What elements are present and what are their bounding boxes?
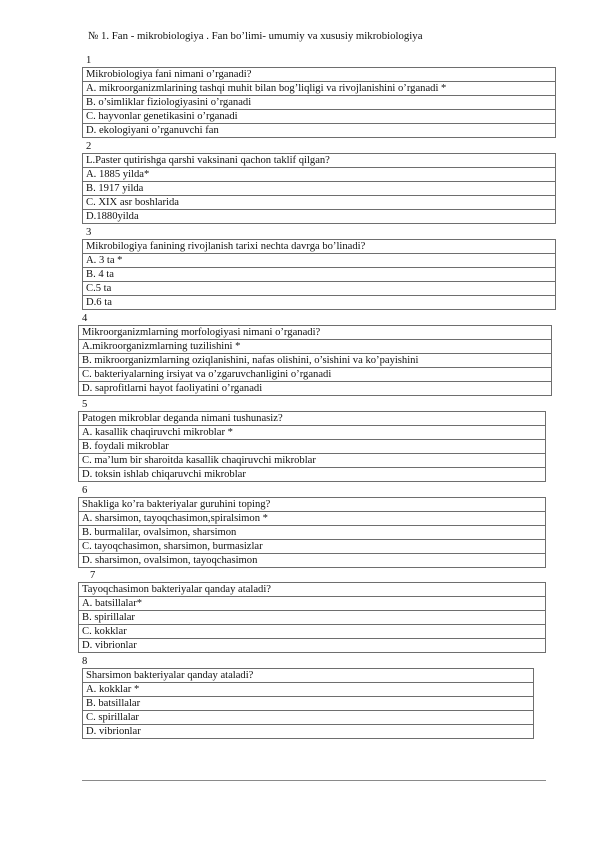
question-table xyxy=(82,67,556,138)
answer-option-b: B. 1917 yilda xyxy=(83,182,556,196)
question-number: 2 xyxy=(86,141,92,152)
answer-option-d: D.6 ta xyxy=(83,296,556,310)
answer-option-b: B. spirillalar xyxy=(79,611,546,625)
answer-option-d: D. vibrionlar xyxy=(83,725,534,739)
answer-option-d: D.1880yilda xyxy=(83,210,556,224)
question-table xyxy=(78,497,546,568)
answer-option-a: A. kokklar * xyxy=(83,683,534,697)
question-table xyxy=(82,239,556,310)
question-block-3 xyxy=(82,227,556,310)
question-text: Mikrobiologiya fani nimani o’rganadi? xyxy=(83,68,556,82)
answer-option-a: A. kasallik chaqiruvchi mikroblar * xyxy=(79,426,546,440)
answer-option-b: B. mikroorganizmlarning oziqlanishini, nafas olishini, o’sishini va ko’payishini xyxy=(79,354,552,368)
answer-option-c: C. kokklar xyxy=(79,625,546,639)
question-block-4 xyxy=(78,313,552,396)
answer-option-b: B. foydali mikroblar xyxy=(79,440,546,454)
question-number: 1 xyxy=(86,55,92,66)
question-text: Mikrobilogiya fanining rivojlanish tarixi nechta davrga bo’linadi? xyxy=(83,240,556,254)
answer-option-c: C. tayoqchasimon, sharsimon, burmasizlar xyxy=(79,540,546,554)
question-table xyxy=(82,153,556,224)
question-text: Tayoqchasimon bakteriyalar qanday ataladi? xyxy=(79,583,546,597)
answer-option-a: A. 3 ta * xyxy=(83,254,556,268)
answer-option-d: D. ekologiyani o’rganuvchi fan xyxy=(83,124,556,138)
question-table xyxy=(78,325,552,396)
question-table xyxy=(82,668,534,739)
question-block-1 xyxy=(82,55,556,138)
answer-option-c: C. bakteriyalarning irsiyat va o’zgaruvchanligini o’rganadi xyxy=(79,368,552,382)
question-text: L.Paster qutirishga qarshi vaksinani qachon taklif qilgan? xyxy=(83,154,556,168)
answer-option-a: A. sharsimon, tayoqchasimon,spiralsimon * xyxy=(79,512,546,526)
answer-option-b: B. batsillalar xyxy=(83,697,534,711)
answer-option-c: C. spirillalar xyxy=(83,711,534,725)
question-text: Shakliga ko’ra bakteriyalar guruhini toping? xyxy=(79,498,546,512)
question-number: 7 xyxy=(90,570,96,581)
document-header: № 1. Fan - mikrobiologiya . Fan bo’limi- umumiy va xususiy mikrobiologiya xyxy=(88,30,423,42)
question-block-6 xyxy=(78,485,546,568)
question-text: Sharsimon bakteriyalar qanday ataladi? xyxy=(83,669,534,683)
question-text: Mikroorganizmlarning morfologiyasi nimani o’rganadi? xyxy=(79,326,552,340)
answer-option-b: B. 4 ta xyxy=(83,268,556,282)
question-table xyxy=(78,411,546,482)
answer-option-d: D. toksin ishlab chiqaruvchi mikroblar xyxy=(79,468,546,482)
answer-option-b: B. o’simliklar fiziologiyasini o’rganadi xyxy=(83,96,556,110)
answer-option-d: D. vibrionlar xyxy=(79,639,546,653)
answer-option-a: A. mikroorganizmlarining tashqi muhit bilan bog’liqligi va rivojlanishini o’rganadi * xyxy=(83,82,556,96)
question-text: Patogen mikroblar deganda nimani tushunasiz? xyxy=(79,412,546,426)
question-number: 5 xyxy=(82,399,88,410)
answer-option-d: D. sharsimon, ovalsimon, tayoqchasimon xyxy=(79,554,546,568)
answer-option-c: C. hayvonlar genetikasini o’rganadi xyxy=(83,110,556,124)
question-block-7 xyxy=(78,570,546,653)
answer-option-c: C. ma’lum bir sharoitda kasallik chaqiruvchi mikroblar xyxy=(79,454,546,468)
answer-option-a: A. batsillalar* xyxy=(79,597,546,611)
question-block-5 xyxy=(78,399,546,482)
answer-option-d: D. saprofitlarni hayot faoliyatini o’rganadi xyxy=(79,382,552,396)
question-number: 4 xyxy=(82,313,88,324)
answer-option-c: C.5 ta xyxy=(83,282,556,296)
answer-option-c: C. XIX asr boshlarida xyxy=(83,196,556,210)
footer-divider xyxy=(82,780,546,781)
question-number: 6 xyxy=(82,485,88,496)
question-block-8 xyxy=(82,656,534,739)
question-table xyxy=(78,582,546,653)
answer-option-a: A. 1885 yilda* xyxy=(83,168,556,182)
question-block-2 xyxy=(82,141,556,224)
answer-option-a: A.mikroorganizmlarning tuzilishini * xyxy=(79,340,552,354)
answer-option-b: B. burmalilar, ovalsimon, sharsimon xyxy=(79,526,546,540)
question-number: 8 xyxy=(82,656,88,667)
question-number: 3 xyxy=(86,227,92,238)
